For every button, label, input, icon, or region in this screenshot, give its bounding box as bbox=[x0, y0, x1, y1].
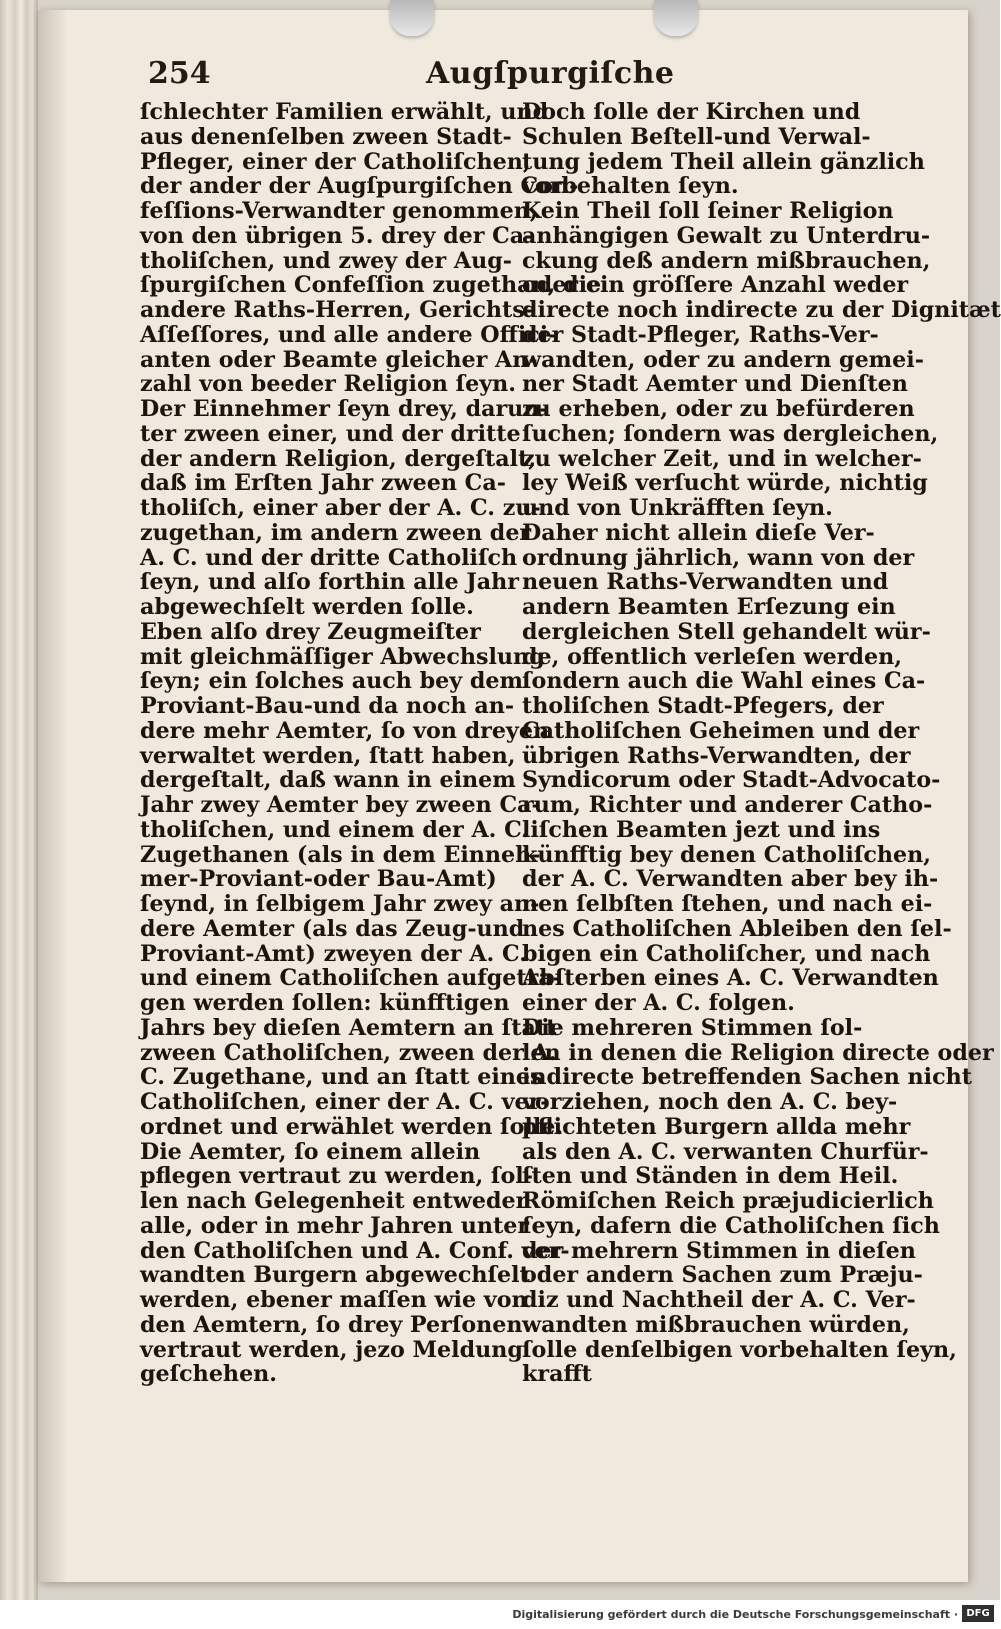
text-line: bigen ein Catholiſcher, und nach bbox=[522, 940, 931, 967]
running-title: Augſpurgiſche bbox=[426, 56, 675, 91]
text-line: directe noch indirecte zu der Dignitæt bbox=[522, 297, 1001, 323]
text-line: liſchen Beamten jezt und ins bbox=[522, 816, 881, 843]
text-line: Die Aemter, ſo einem allein bbox=[140, 1138, 481, 1165]
text-line: ſeynd, in ſelbigem Jahr zwey an- bbox=[140, 891, 540, 917]
text-line: Doch ſolle der Kirchen und bbox=[522, 99, 861, 125]
text-line: und einem Catholiſchen aufgetra- bbox=[140, 965, 562, 992]
text-line: neuen Raths-Verwandten und bbox=[522, 569, 889, 596]
text-line: A. C. und der dritte Catholiſch bbox=[140, 544, 518, 571]
text-line: dergleichen Stell gehandelt wür- bbox=[522, 618, 931, 645]
text-line: ſten und Ständen in dem Heil. bbox=[522, 1163, 899, 1190]
text-line: geſchehen. bbox=[140, 1361, 278, 1388]
text-line: C. Zugethane, und an ſtatt eines bbox=[140, 1064, 543, 1091]
running-head bbox=[148, 52, 908, 100]
text-line: künfftig bey denen Catholiſchen, bbox=[522, 841, 931, 868]
book-clip-left bbox=[390, 0, 434, 36]
text-line: daß im Erſten Jahr zween Ca- bbox=[140, 470, 506, 497]
text-line: gen werden ſollen: künfftigen bbox=[140, 990, 510, 1016]
text-line: tholiſchen Stadt-Pfegers, der bbox=[522, 693, 884, 719]
text-line: nes Catholiſchen Ableiben den ſel- bbox=[522, 915, 952, 942]
text-line: dere Aemter (als das Zeug-und bbox=[140, 915, 525, 942]
text-line: zugethan, im andern zween der bbox=[140, 519, 532, 546]
text-line: ſeyn; ein ſolches auch bey dem bbox=[140, 668, 523, 695]
gutter-shadow bbox=[38, 10, 68, 1582]
text-line: dere mehr Aemter, ſo von dreyen bbox=[140, 717, 550, 744]
text-line: verwaltet werden, ſtatt haben, bbox=[140, 742, 516, 769]
text-line: werden, ebener maſſen wie von bbox=[140, 1287, 528, 1313]
text-line: vorziehen, noch den A. C. bey- bbox=[522, 1089, 898, 1115]
text-line: krafft bbox=[522, 1361, 592, 1388]
text-line: Jahr zwey Aemter bey zween Ca- bbox=[140, 792, 541, 818]
text-line: ner Stadt Aemter und Dienſten bbox=[522, 371, 908, 398]
text-line: übrigen Raths-Verwandten, der bbox=[522, 742, 911, 769]
funding-notice: Digitalisierung gefördert durch die Deutsche Forschungsgemeinschaft · bbox=[512, 1608, 958, 1621]
text-line: wandten Burgern abgewechſelt bbox=[140, 1262, 530, 1289]
book-page-edges bbox=[0, 0, 38, 1600]
text-line: Schulen Beſtell-und Verwal- bbox=[522, 123, 871, 150]
text-line: aus denenſelben zween Stadt- bbox=[140, 123, 512, 150]
text-line: der ander der Augſpurgiſchen Con- bbox=[140, 173, 579, 200]
text-line: anhängigen Gewalt zu Unterdru- bbox=[522, 222, 931, 249]
text-line: ordnet und erwählet werden ſolle. bbox=[140, 1113, 564, 1140]
text-line: vorbehalten ſeyn. bbox=[522, 173, 739, 200]
text-line: nen ſelbſten ſtehen, und nach ei- bbox=[522, 891, 933, 917]
text-line: ckung deß andern mißbrauchen, bbox=[522, 247, 931, 274]
text-line: oder andern Sachen zum Præju- bbox=[522, 1262, 923, 1289]
text-line: ordnung jährlich, wann von der bbox=[522, 544, 915, 571]
text-line: tholiſchen, und zwey der Aug- bbox=[140, 247, 512, 274]
text-line: indirecte betreffenden Sachen nicht bbox=[522, 1064, 973, 1091]
text-line: und von Unkräfften ſeyn. bbox=[522, 495, 833, 521]
text-line: tholiſch, einer aber der A. C. zu- bbox=[140, 495, 541, 521]
text-line: mit gleichmäſſiger Abwechslung bbox=[140, 643, 545, 670]
text-line: anten oder Beamte gleicher An- bbox=[140, 346, 538, 373]
text-line: der mehrern Stimmen in dieſen bbox=[522, 1237, 916, 1264]
text-line: zween Catholiſchen, zween der A. bbox=[140, 1039, 557, 1066]
text-line: wandten mißbrauchen würden, bbox=[522, 1311, 910, 1338]
text-line: Syndicorum oder Stadt-Advocato- bbox=[522, 767, 941, 794]
text-line: Die mehreren Stimmen ſol- bbox=[522, 1014, 863, 1041]
text-line: abgewechſelt werden ſolle. bbox=[140, 594, 474, 620]
text-line: Catholiſchen, einer der A. C. ver- bbox=[140, 1089, 550, 1115]
text-line: den Catholiſchen und A. Conf. ver- bbox=[140, 1237, 570, 1264]
text-line: Proviant-Amt) zweyen der A. C. bbox=[140, 940, 528, 967]
text-line: Römiſchen Reich præjudicierlich bbox=[522, 1188, 934, 1214]
text-line: Catholiſchen Geheimen und der bbox=[522, 717, 920, 744]
text-line: der andern Religion, dergeſtalt, bbox=[140, 445, 536, 472]
text-line: zu erheben, oder zu befürderen bbox=[522, 396, 915, 422]
text-line: ſpurgiſchen Confeſſion zugethan, die bbox=[140, 272, 602, 299]
text-line: einer der A. C. folgen. bbox=[522, 990, 795, 1016]
text-line: ſeyn, dafern die Catholiſchen ſich bbox=[522, 1212, 940, 1239]
text-line: pflichteten Burgern allda mehr bbox=[522, 1113, 911, 1140]
text-line: vertraut werden, jezo Meldung bbox=[140, 1336, 523, 1363]
text-line: Zugethanen (als in dem Einneh- bbox=[140, 841, 541, 868]
text-line: Jahrs bey dieſen Aemtern an ſtatt bbox=[140, 1014, 557, 1041]
text-line: rum, Richter und anderer Catho- bbox=[522, 792, 933, 818]
text-line: Pfleger, einer der Catholiſchen, bbox=[140, 148, 531, 175]
page-number: 254 bbox=[148, 56, 211, 91]
text-line: len nach Gelegenheit entweder bbox=[140, 1188, 528, 1214]
text-line: wandten, oder zu andern gemei- bbox=[522, 346, 924, 373]
text-line: ſolle denſelbigen vorbehalten ſeyn, bbox=[522, 1336, 957, 1363]
text-line: von den übrigen 5. drey der Ca- bbox=[140, 222, 534, 249]
text-line: ter zween einer, und der dritte bbox=[140, 420, 521, 447]
text-line: als den A. C. verwanten Churfür- bbox=[522, 1138, 929, 1165]
text-line: tholiſchen, und einem der A. C. bbox=[140, 816, 530, 843]
text-line: zu welcher Zeit, und in welcher- bbox=[522, 445, 922, 472]
text-line: de, offentlich verleſen werden, bbox=[522, 643, 902, 670]
text-line: ſuchen; ſondern was dergleichen, bbox=[522, 420, 939, 447]
text-line: Kein Theil ſoll ſeiner Religion bbox=[522, 198, 894, 224]
text-line: Proviant-Bau-und da noch an- bbox=[140, 693, 515, 719]
text-line: Abſterben eines A. C. Verwandten bbox=[522, 965, 939, 992]
dfg-logo: DFG bbox=[962, 1605, 994, 1622]
text-line: Eben alſo drey Zeugmeiſter bbox=[140, 618, 481, 645]
text-line: andere Raths-Herren, Gerichts- bbox=[140, 297, 535, 323]
text-line: ſchlechter Familien erwählt, und bbox=[140, 99, 549, 125]
text-line: feſſions-Verwandter genommen, bbox=[140, 198, 538, 224]
text-line: oder ein gröſſere Anzahl weder bbox=[522, 272, 909, 299]
text-line: den Aemtern, ſo drey Perſonen bbox=[140, 1311, 523, 1338]
text-line: zahl von beeder Religion ſeyn. bbox=[140, 371, 517, 398]
text-line: tung jedem Theil allein gänzlich bbox=[522, 148, 925, 175]
text-line: alle, oder in mehr Jahren unter bbox=[140, 1212, 530, 1239]
text-line: der Stadt-Pfleger, Raths-Ver- bbox=[522, 321, 879, 348]
text-line: andern Beamten Erſezung ein bbox=[522, 594, 896, 620]
text-line: len in denen die Religion directe oder bbox=[522, 1039, 994, 1066]
text-line: Daher nicht allein dieſe Ver- bbox=[522, 519, 875, 546]
text-column-right bbox=[522, 99, 1001, 1388]
text-line: pflegen vertraut zu werden, ſol- bbox=[140, 1163, 533, 1190]
text-line: Aſſeſſores, und alle andere Offici- bbox=[140, 321, 558, 348]
text-line: Der Einnehmer ſeyn drey, darun- bbox=[140, 396, 549, 422]
text-line: diz und Nachtheil der A. C. Ver- bbox=[522, 1287, 916, 1313]
text-line: ſeyn, und alſo forthin alle Jahr bbox=[140, 569, 519, 596]
footer-bar bbox=[0, 1600, 1000, 1629]
text-line: ſondern auch die Wahl eines Ca- bbox=[522, 668, 926, 695]
text-line: mer-Proviant-oder Bau-Amt) bbox=[140, 866, 497, 893]
text-line: ley Weiß verſucht würde, nichtig bbox=[522, 470, 928, 497]
text-line: dergeſtalt, daß wann in einem bbox=[140, 767, 516, 794]
book-clip-right bbox=[654, 0, 698, 36]
text-line: der A. C. Verwandten aber bey ih- bbox=[522, 866, 939, 893]
